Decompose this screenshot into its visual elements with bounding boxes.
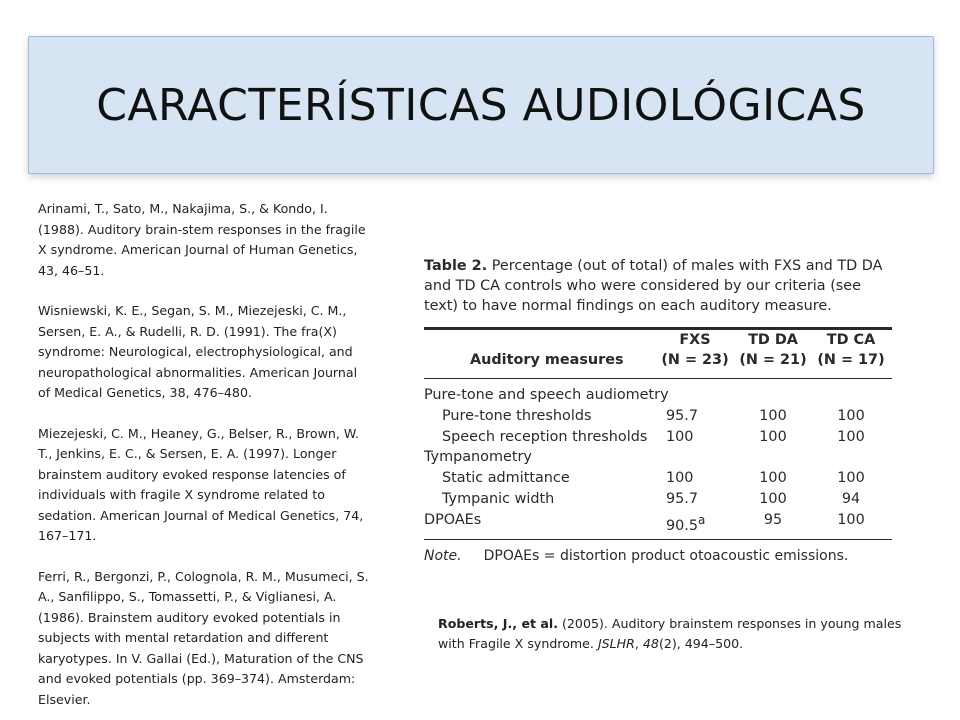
row-label: Pure-tone and speech audiometry <box>424 387 669 403</box>
row-tdca: 100 <box>837 428 865 445</box>
row-tdda <box>734 385 812 406</box>
row-tdca: 94 <box>841 490 861 507</box>
results-table <box>424 256 892 564</box>
row-fxs <box>656 510 734 534</box>
source-journal: JSLHR <box>597 636 635 651</box>
row-fxs: 95.7 <box>666 490 699 507</box>
header-fxs <box>656 330 734 370</box>
row-tdda: 95 <box>763 511 783 528</box>
row-label: Tympanometry <box>424 449 532 466</box>
table-row <box>424 447 892 468</box>
row-label: Pure-tone thresholds <box>442 407 592 424</box>
row-fxs: 100 <box>666 470 694 487</box>
row-label: Static admittance <box>442 470 570 487</box>
header-tdda-label: TD DA <box>748 331 798 348</box>
table-header <box>424 330 892 378</box>
table-row <box>424 406 892 427</box>
table-bottom-rule <box>424 539 892 541</box>
row-label: Speech reception thresholds <box>442 428 648 445</box>
source-authors: Roberts, J., et al. <box>438 616 558 631</box>
row-tdca <box>812 385 890 406</box>
table-note <box>424 548 892 564</box>
table-note-label: Note. <box>424 548 462 565</box>
row-tdca <box>812 447 890 468</box>
title-box <box>28 36 934 174</box>
header-fxs-n: (N = 23) <box>661 351 729 368</box>
slide-title: CARACTERÍSTICAS AUDIOLÓGICAS <box>96 79 866 131</box>
row-fxs-value: 90.5 <box>666 517 699 534</box>
row-tdca: 100 <box>837 470 865 487</box>
table-row <box>424 385 892 406</box>
header-tdca-n: (N = 17) <box>817 351 885 368</box>
source-separator: , <box>634 636 643 651</box>
reference-item: Wisniewski, K. E., Segan, S. M., Miezejeski, C. M., Sersen, E. A., & Rudelli, R. D. (1991). The fra(X) syndrome: Neurological, electrophysiological, and neuropathological abnormalities. American Journal of Medical Genetics, 38, 476–480. <box>38 303 358 400</box>
row-label: DPOAEs <box>424 511 482 528</box>
row-fxs <box>656 385 734 406</box>
reference-item: Ferri, R., Bergonzi, P., Colognola, R. M., Musumeci, S. A., Sanfilippo, S., Tomassetti, P., & Viglianesi, A. (1986). Brainstem auditory evoked potentials in subjects with mental retardation and different karyotypes. In V. Gallai (Ed.), Maturation of the CNS and evoked potentials (pp. 369–374). Amsterdam: Elsevier. <box>38 568 369 707</box>
row-tdda: 100 <box>759 428 787 445</box>
table-note-text: DPOAEs = distortion product otoacoustic emissions. <box>483 548 849 565</box>
reference-item: Arinami, T., Sato, M., Nakajima, S., & Kondo, I. (1988). Auditory brain-stem responses in the fragile X syndrome. American Journal of Human Genetics, 43, 46–51. <box>38 201 366 278</box>
row-tdca: 100 <box>837 511 865 528</box>
row-tdda: 100 <box>759 490 787 507</box>
references-list <box>38 199 370 710</box>
row-fxs: 100 <box>666 428 694 445</box>
row-tdda: 100 <box>759 470 787 487</box>
row-tdda <box>734 447 812 468</box>
table-body <box>424 379 892 534</box>
header-fxs-label: FXS <box>679 331 711 348</box>
header-tdda <box>734 330 812 370</box>
table-caption <box>424 256 892 316</box>
footnote-marker: a <box>698 512 706 527</box>
source-issue-pages: (2), 494–500. <box>658 636 744 651</box>
reference-item: Miezejeski, C. M., Heaney, G., Belser, R., Brown, W. T., Jenkins, E. C., & Sersen, E. A. (1997). Longer brainstem auditory evoked response latencies of individuals with fragile X syndrome related to sedation. American Journal of Medical Genetics, 74, 167–171. <box>38 425 364 543</box>
row-fxs <box>656 447 734 468</box>
row-tdca: 100 <box>837 407 865 424</box>
source-citation <box>438 614 908 654</box>
table-row <box>424 510 892 534</box>
row-label: Tympanic width <box>442 490 555 507</box>
header-tdda-n: (N = 21) <box>739 351 807 368</box>
row-fxs: 95.7 <box>666 407 699 424</box>
source-volume: 48 <box>642 636 659 651</box>
table-row <box>424 427 892 448</box>
table-caption-text: Percentage (out of total) of males with FXS and TD DA and TD CA controls who were considered by our criteria (see text) to have normal findings on each auditory measure. <box>424 258 883 314</box>
header-tdca <box>812 330 890 370</box>
header-measure: Auditory measures <box>470 351 624 368</box>
source-year-title: (2005). Auditory brainstem responses in young males with Fragile X syndrome. <box>438 616 902 651</box>
table-caption-label: Table 2. <box>424 258 488 274</box>
table-row <box>424 489 892 510</box>
table-row <box>424 468 892 489</box>
header-tdca-label: TD CA <box>826 331 876 348</box>
row-tdda: 100 <box>759 407 787 424</box>
